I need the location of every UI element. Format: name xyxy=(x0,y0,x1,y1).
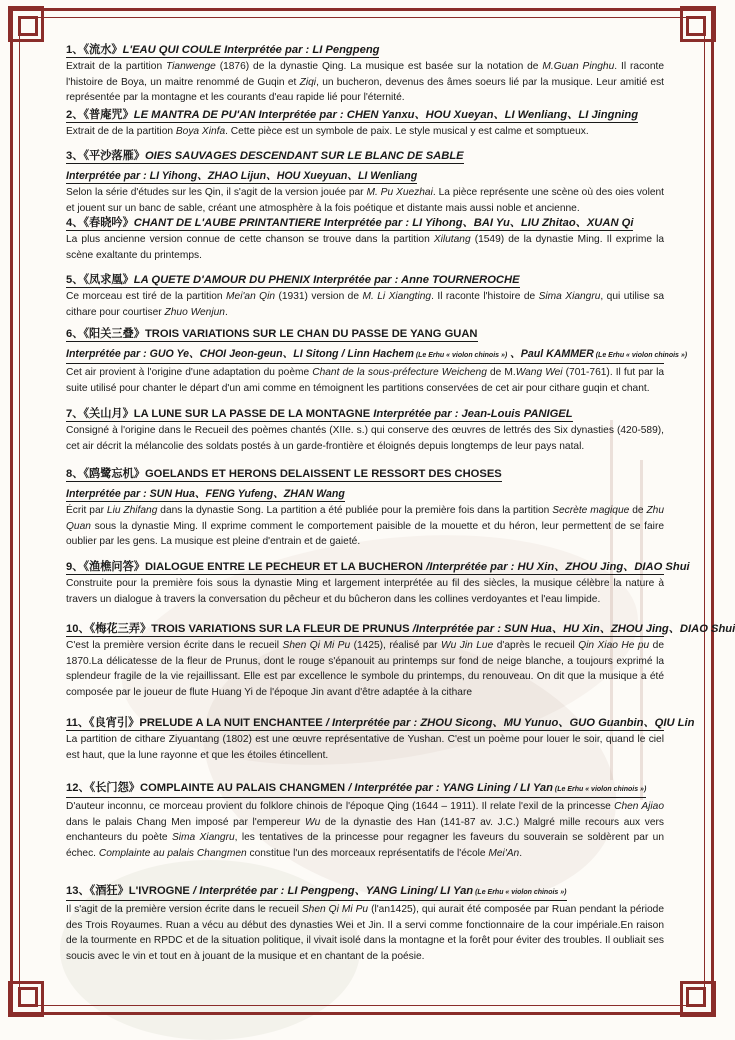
description-segment: dans le palais Chang Men imposé par l'empereur xyxy=(66,816,305,828)
description-segment: Chant de la sous-préfecture Weicheng xyxy=(312,367,487,378)
description-segment: Boya Xinfa xyxy=(175,126,226,137)
description-segment: Extrait de de la partition xyxy=(66,126,176,137)
description-segment: (1931) version de xyxy=(275,291,363,302)
entry-number: 6、 xyxy=(66,328,84,340)
entry-description xyxy=(66,232,664,263)
description-segment: de la dynastie des Han (141-87 av. J.C.) Malgré mille recours aux vers enchanteurs du poète xyxy=(66,816,664,844)
entry-french-title: CHANT DE L'AUBE PRINTANTIERE xyxy=(133,217,321,229)
entry-performers xyxy=(66,169,417,184)
description-segment: Il s'agit de la première version écrite dans le recueil xyxy=(66,904,302,915)
entry-french-title: LA LUNE SUR LA PASSE DE LA MONTAGNE xyxy=(133,408,371,420)
entry-performers-inline: / Interprétée par : ZHOU Sicong、MU Yunuo、GUO Guanbin、QIU Lin xyxy=(322,717,695,729)
description-segment: . La pièce représente une scène où des oies volent et jouent sur un banc de sable, créant une atmosphère à la fois poétique et distante mais aussi noble et ancienne. xyxy=(66,187,665,214)
entry-performers-inline: /Interprétée par : SUN Hua、HU Xin、ZHOU Jing、DIAO Shui xyxy=(409,623,735,635)
description-segment: Xilutang xyxy=(433,234,471,245)
entry-title xyxy=(66,43,379,58)
entry-french-title: PRELUDE A LA NUIT ENCHANTEE xyxy=(139,717,323,729)
description-segment: . xyxy=(519,847,523,859)
description-segment: . Il raconte l'histoire de Boya, un maitre renommé de Guqin et xyxy=(66,61,664,88)
entry-description xyxy=(66,638,664,700)
entry-performers xyxy=(66,487,345,502)
description-segment: Ce morceau est tiré de la partition xyxy=(66,291,227,302)
description-segment: (l'an1425), qui aurait été composée par Ruan pendant la période des Trois Royaumes. Ruan a vécu au début des dynasties Wei et Jin. Il a servi comme fonctionnaire de la cour impériale.En raison de la tourmente en RPDC et de la situation politique, il vivait isolé dans la montagne et la forêt pour éviter des troubles. Il oubliait ses soucis avec le vin et tout en à jouant de la musique et en chantant de la poésie. xyxy=(66,904,665,962)
description-segment: Qin Xiao He pu xyxy=(578,640,650,651)
entry-title xyxy=(66,467,502,482)
entry-title xyxy=(66,716,695,731)
entry-french-title: L'EAU QUI COULE xyxy=(122,44,221,56)
description-segment: Cet air provient à l'origine d'une adaptation du poème xyxy=(66,367,313,378)
description-segment: sous la dynastie Ming. Il exprime comment le comportement paisible de la mouette et du héron, leur permettent de se faire oublier par les gens. La musique est pleine d'entrain et de gaieté. xyxy=(66,520,664,548)
entry-number: 7、 xyxy=(66,408,84,420)
entry-number: 11、 xyxy=(66,717,90,729)
description-segment: Tianwenge xyxy=(166,61,216,72)
program-entry xyxy=(66,462,664,550)
corner-ornament-bottom-left xyxy=(8,971,54,1017)
entry-french-title: GOELANDS ET HERONS DELAISSENT LE RESSORT DES CHOSES xyxy=(144,468,502,480)
entry-chinese-title: 《良宵引》 xyxy=(89,716,140,729)
program-entry xyxy=(66,211,664,263)
entry-chinese-title: 《春晓吟》 xyxy=(83,216,134,229)
entry-chinese-title: 《阳关三叠》 xyxy=(83,327,145,340)
entry-french-title: TROIS VARIATIONS SUR LE CHAN DU PASSE DE YANG GUAN xyxy=(144,328,478,340)
description-segment: Liu Zhifang xyxy=(106,505,158,516)
entry-chinese-title: 《酒狂》 xyxy=(89,884,129,897)
entry-description xyxy=(66,365,664,396)
description-segment: . Il raconte l'histoire de xyxy=(431,291,539,302)
entry-chinese-title: 《普庵咒》 xyxy=(83,108,134,121)
description-segment: Consigné à l'origine dans le Recueil des poèmes chantés (XIIe. s.) qui conserve des œuvres de lettrés des Six dynasties (420-589), cet air décrit la mélancolie des soldats postés à un garde-frontière et éloignés depuis longtemps de leur pays natal. xyxy=(66,425,664,452)
entry-performers-inline: Interprétée par : Jean-Louis PANIGEL xyxy=(370,408,573,420)
description-segment: Zhu Quan xyxy=(66,505,664,532)
entry-title xyxy=(66,108,638,123)
entry-title xyxy=(66,781,646,798)
description-segment: Wu Jin Lue xyxy=(441,640,494,651)
entry-description xyxy=(66,59,664,106)
description-segment: d'après le recueil xyxy=(493,640,579,651)
program-entry xyxy=(66,555,690,607)
entry-performers-inline: Interprétée par : LI Pengpeng xyxy=(220,44,380,56)
description-segment: , un bucheron, devenus des âmes soeurs lié par la musique. Leur amitié est représentée par la montagne et les courants d'eau rapide lié pour l'éternité. xyxy=(66,76,664,104)
entry-chinese-title: 《流水》 xyxy=(83,43,123,56)
entry-performers-inline: /Interprétée par : HU Xin、ZHOU Jing、DIAO Shui xyxy=(423,561,690,573)
description-segment: M. Li Xiangting xyxy=(362,291,432,302)
entry-performers-inline: Interprétée par : Anne TOURNEROCHE xyxy=(310,274,520,286)
entry-description xyxy=(66,732,664,763)
description-segment: M.Guan Pinghu xyxy=(542,61,615,72)
program-entry xyxy=(66,322,688,396)
entry-chinese-title: 《梅花三弄》 xyxy=(89,622,152,635)
description-segment: , les tentatives de la princesse pour regagner les faveurs du souverain se soldèrent par un échec. xyxy=(66,832,665,859)
program-entry xyxy=(66,38,664,106)
description-segment: de xyxy=(629,505,647,516)
description-segment: La partition de cithare Ziyuantang (1802) est une œuvre représentative de Yushan. C'est un poème pour louer le soir, quand le ciel est haut, que la lune rayonne et que les étoiles étincellent. xyxy=(66,734,664,761)
description-segment: Selon la série d'études sur les Qin, il s'agit de la version jouée par xyxy=(66,187,367,198)
corner-ornament-bottom-right xyxy=(670,971,716,1017)
entry-number: 10、 xyxy=(66,623,90,635)
entry-number: 5、 xyxy=(66,274,84,286)
corner-ornament-top-left xyxy=(8,6,54,52)
description-segment: Wu xyxy=(304,816,321,828)
description-segment: Wang Wei xyxy=(515,367,563,378)
program-entry xyxy=(66,776,664,861)
description-segment: Shen Qi Mi Pu xyxy=(282,640,351,651)
performers-names: Interprétée par : SUN Hua、FENG Yufeng、ZHAN Wang xyxy=(66,488,345,500)
entry-performer-note: (Le Erhu « violon chinois ») xyxy=(552,786,647,793)
description-segment: (1876) de la dynastie Qing. La musique est basée sur la notation de xyxy=(215,61,543,72)
performers-names: Interprétée par : LI Yihong、ZHAO Lijun、HOU Xueyuan、LI Wenliang xyxy=(66,170,418,182)
program-entry xyxy=(66,103,664,140)
entry-number: 3、 xyxy=(66,150,84,162)
description-segment: Ziqi xyxy=(299,76,317,88)
program-entry xyxy=(66,711,695,763)
description-segment: D'auteur inconnu, ce morceau provient du folklore chinois de l'époque Qing (1644 – 1911). Il relate l'exil de la princesse xyxy=(66,801,615,812)
program-entry xyxy=(66,144,664,216)
entry-french-title: LE MANTRA DE PU'AN xyxy=(133,109,256,121)
description-segment: . Cette pièce est un symbole de paix. Le style musical y est calme et somptueux. xyxy=(225,126,589,137)
description-segment: (701-761). Il fut par la suite utilisé pour chanter le départ d'un ami comme en témoignent les partitions conservées de cet air pour cithare guqin et chant. xyxy=(66,367,665,394)
description-segment: (1425), réalisé par xyxy=(350,640,442,651)
description-segment: Mei'An xyxy=(488,847,520,859)
description-segment: Secrète magique xyxy=(552,505,630,516)
entry-title xyxy=(66,273,520,288)
entry-title xyxy=(66,560,690,575)
entry-description xyxy=(66,124,664,140)
description-segment: Complainte au palais Changmen xyxy=(98,847,247,859)
performers-names-2: 、Paul KAMMER xyxy=(507,348,594,360)
entry-french-title: TROIS VARIATIONS SUR LA FLEUR DE PRUNUS xyxy=(151,623,410,635)
entry-french-title: COMPLAINTE AU PALAIS CHANGMEN xyxy=(139,782,346,794)
entry-performers-inline: Interprétée par : LI Yihong、BAI Yu、LIU Zhitao、XUAN Qi xyxy=(320,217,634,229)
entry-chinese-title: 《渔樵问答》 xyxy=(83,560,145,573)
entry-performers-inline: / Interprétée par : YANG Lining / LI Yan xyxy=(345,782,553,794)
description-segment: de 1870.La délicatesse de la fleur de Prunus, dont le rouge s'épanouit au printemps sur fond de neige blanche, a toujours exprimé la splendeur fragile de la vie rejaillissant. Elle est par excellence le symbole du printemps, du renouveau. On dit que la musique a été composée par le joueur de flute Huang Yi de l'époque Jin avant d'être adaptée à la cithare xyxy=(66,640,664,698)
description-segment: Mei'an Qin xyxy=(226,291,276,302)
entry-description xyxy=(66,503,664,550)
description-segment: Zhuo Wenjun xyxy=(164,306,225,318)
entry-number: 8、 xyxy=(66,468,84,480)
entry-title xyxy=(66,884,567,901)
entry-number: 1、 xyxy=(66,44,84,56)
entry-french-title: DIALOGUE ENTRE LE PECHEUR ET LA BUCHERON xyxy=(144,561,423,573)
entry-french-title: L'IVROGNE xyxy=(128,885,190,897)
entry-description xyxy=(66,799,664,861)
description-segment: Sima Xiangru xyxy=(538,291,601,302)
description-segment: C'est la première version écrite dans le recueil xyxy=(66,640,283,651)
description-segment: Chen Ajiao xyxy=(614,801,664,812)
entry-title xyxy=(66,149,464,164)
entry-number: 12、 xyxy=(66,782,90,794)
description-segment: dans la dynastie Song. La partition a été publiée pour la première fois dans la partition xyxy=(157,505,553,516)
entry-chinese-title: 《关山月》 xyxy=(83,407,134,420)
entry-title xyxy=(66,216,633,231)
description-segment: . xyxy=(224,306,228,318)
program-entry xyxy=(66,879,664,964)
entry-number: 9、 xyxy=(66,561,84,573)
description-segment: Extrait de la partition xyxy=(66,61,167,72)
entry-description xyxy=(66,902,664,964)
description-segment: Écrit par xyxy=(66,505,107,516)
entry-title xyxy=(66,622,735,637)
entry-chinese-title: 《平沙落雁》 xyxy=(83,149,145,162)
program-entry xyxy=(66,402,664,454)
corner-ornament-top-right xyxy=(670,6,716,52)
entry-description xyxy=(66,576,664,607)
entry-description xyxy=(66,423,664,454)
entry-performer-note: (Le Erhu « violon chinois ») xyxy=(473,889,567,896)
entry-performers-inline: Interprétée par : CHEN Yanxu、HOU Xueyan、LI Wenliang、LI Jingning xyxy=(255,109,639,121)
description-segment: constitue l'un des morceaux représentatifs de l'école xyxy=(246,847,489,859)
entry-chinese-title: 《鸥鹭忘机》 xyxy=(83,467,145,480)
description-segment: M. Pu Xuezhai xyxy=(366,187,433,198)
entry-description xyxy=(66,289,664,320)
description-segment: Construite pour la première fois sous la dynastie Ming et largement interprétée au fil des siècles, la musique célèbre la nature à travers un dialogue à travers la conversation du pêcheur et du bûcheron dans les collines verdoyantes et l'eau limpide. xyxy=(66,578,664,605)
entry-number: 2、 xyxy=(66,109,84,121)
entry-performers xyxy=(66,347,688,364)
entry-number: 13、 xyxy=(66,885,90,897)
entry-french-title: OIES SAUVAGES DESCENDANT SUR LE BLANC DE SABLE xyxy=(144,150,464,162)
entry-number: 4、 xyxy=(66,217,84,229)
performers-names: Interprétée par : GUO Ye、CHOI Jeon-geun、LI Sitong / Linn Hachem xyxy=(66,348,414,360)
program-entry xyxy=(66,268,664,320)
performer-note: (Le Erhu « violon chinois ») xyxy=(413,352,508,359)
entry-title xyxy=(66,407,573,422)
entry-title xyxy=(66,327,478,342)
entry-chinese-title: 《凤求凰》 xyxy=(83,273,134,286)
entry-chinese-title: 《长门怨》 xyxy=(89,781,140,794)
description-segment: La plus ancienne version connue de cette chanson se trouve dans la partition xyxy=(66,234,434,245)
description-segment: , qui utilise sa cithare pour courtiser xyxy=(66,291,664,318)
description-segment: Shen Qi Mi Pu xyxy=(301,904,369,915)
description-segment: Sima Xiangru xyxy=(171,832,235,844)
performer-note: (Le Erhu « violon chinois ») xyxy=(593,352,688,359)
description-segment: de M. xyxy=(486,367,516,378)
program-entry xyxy=(66,617,735,700)
entry-performers-inline: / Interprétée par : LI Pengpeng、YANG Lining/ LI Yan xyxy=(189,885,474,897)
entry-french-title: LA QUETE D'AMOUR DU PHENIX xyxy=(133,274,311,286)
description-segment: (1549) de la dynastie Ming. Il exprime la scène exaltante du printemps. xyxy=(66,234,665,261)
